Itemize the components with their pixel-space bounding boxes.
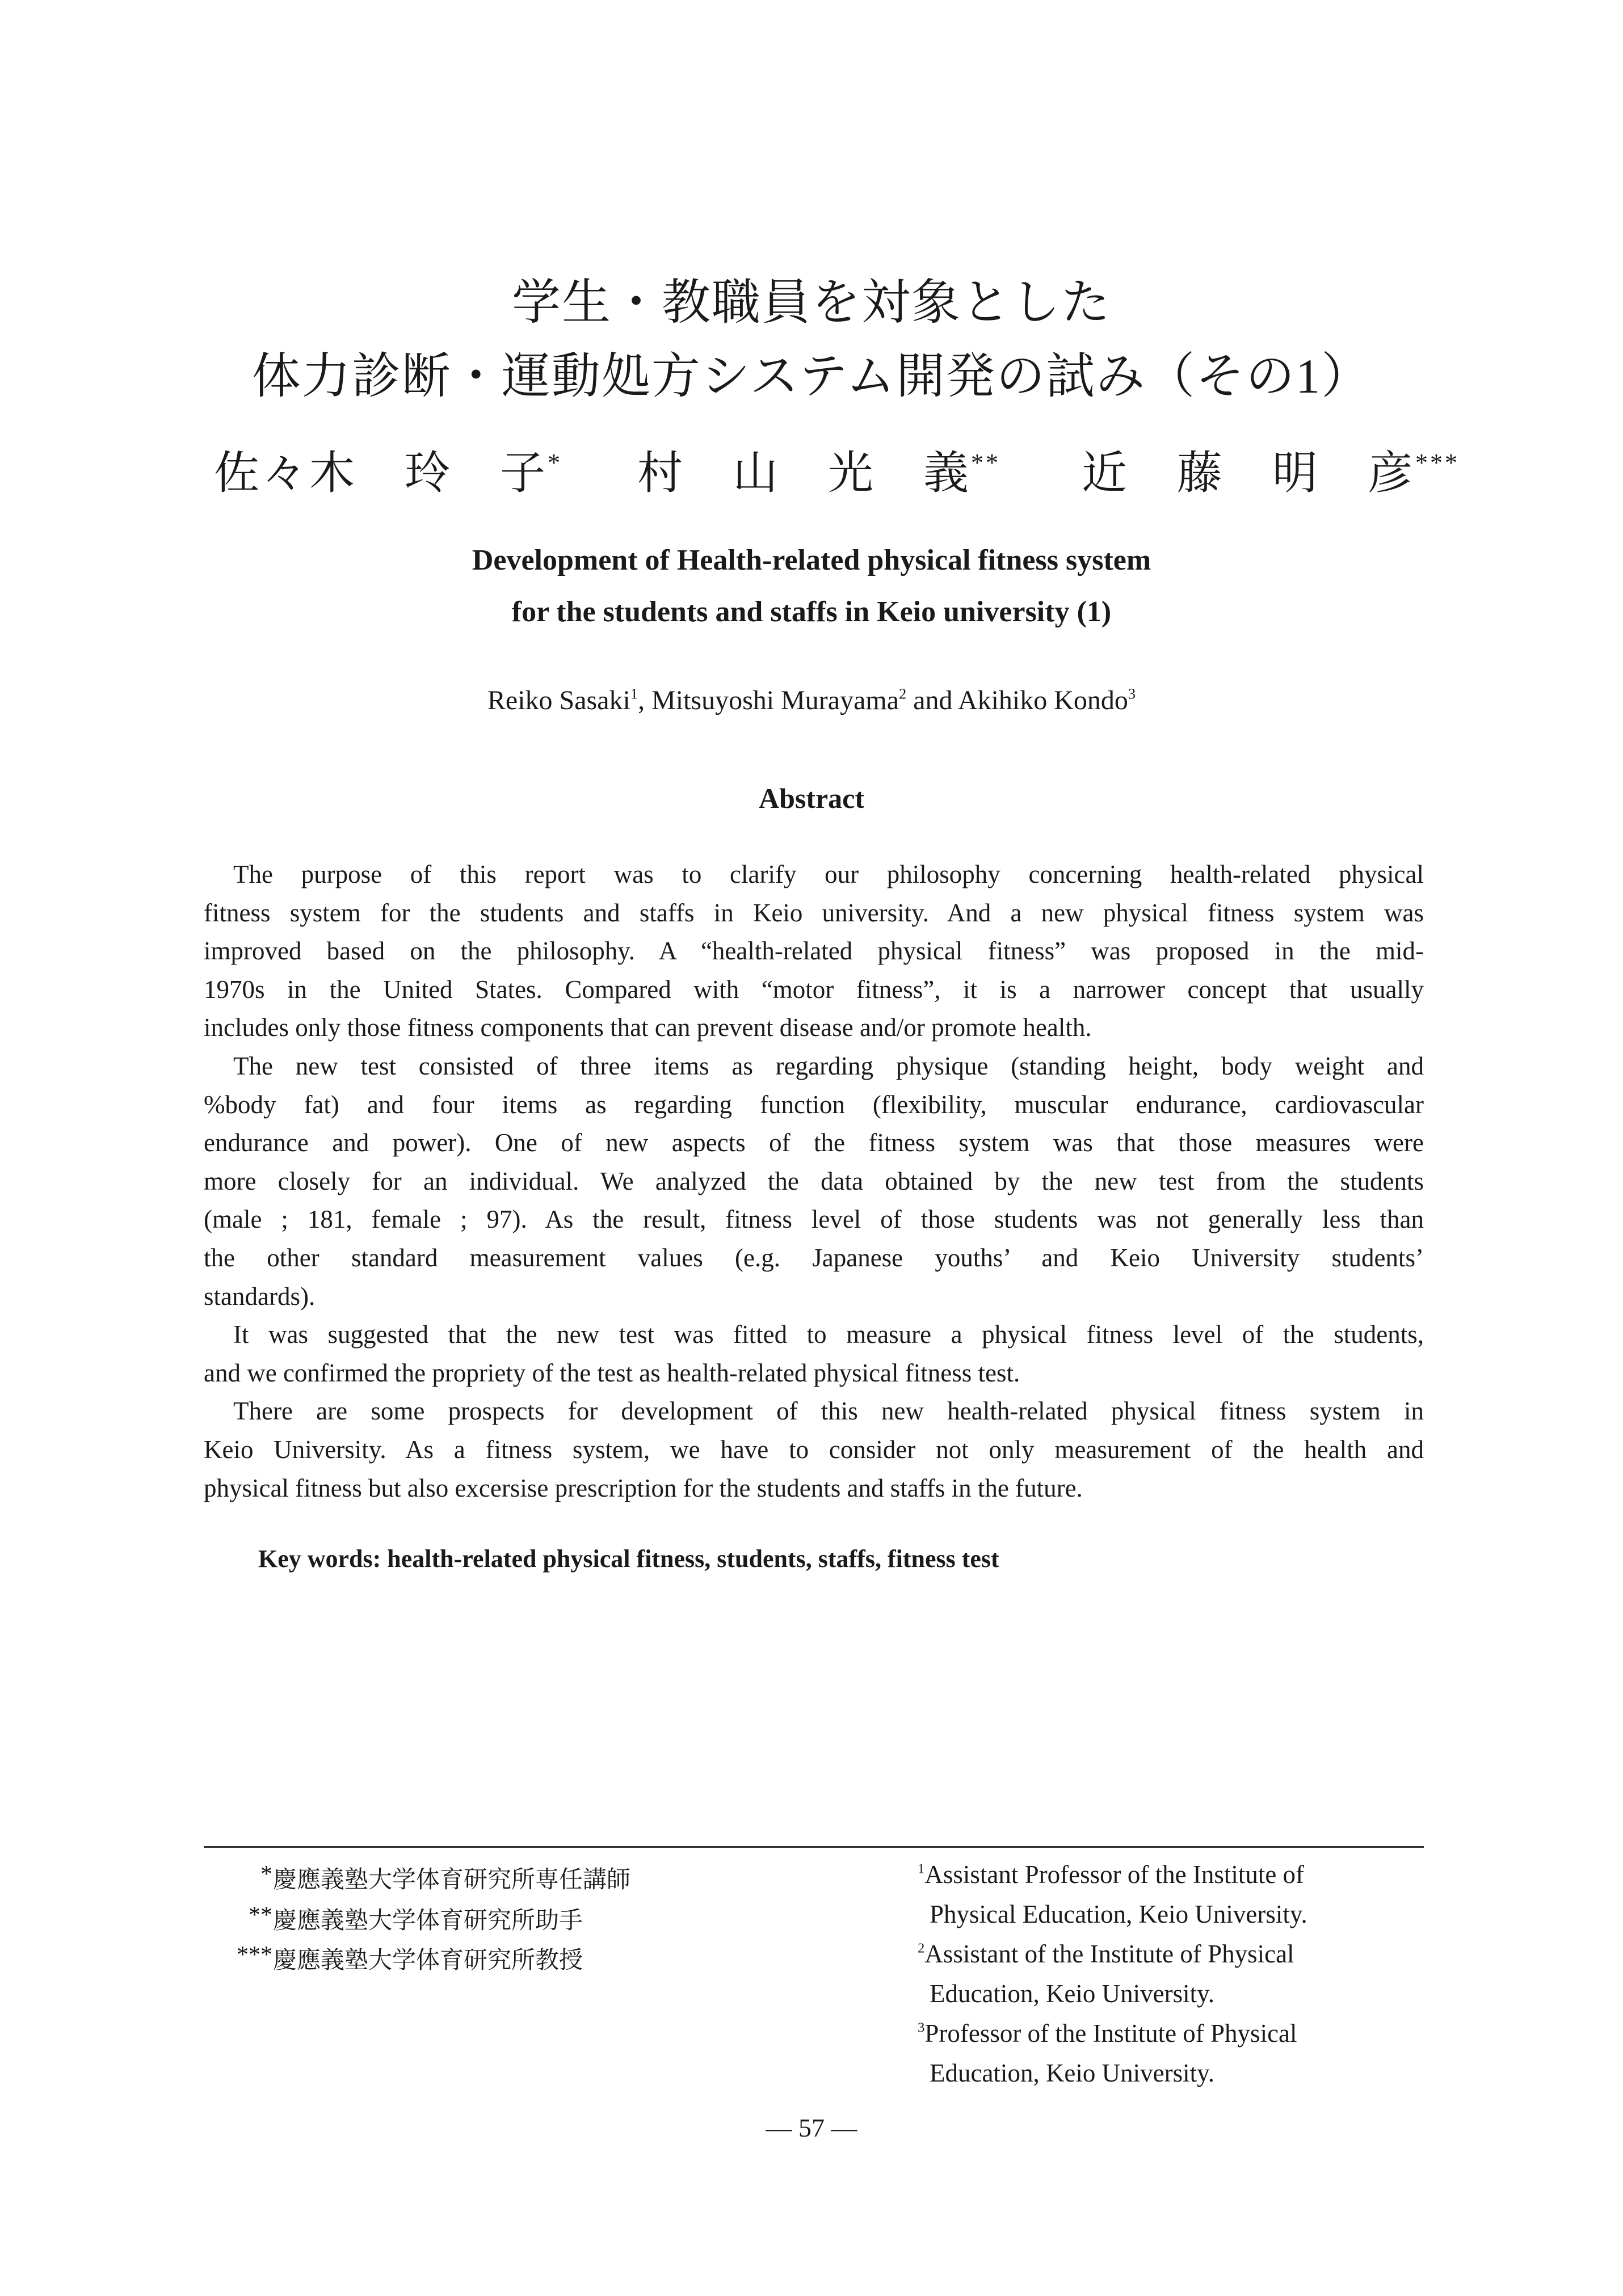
footnote-en-continued: Education, Keio University. [930, 2059, 1214, 2087]
keywords: Key words: health-related physical fitness, students, staffs, fitness test [258, 1545, 999, 1573]
footnote-en [918, 1860, 1304, 1889]
abstract-line: endurance and power). One of new aspects of the fitness system was that those measures were [204, 1128, 1424, 1157]
footnote-en [918, 1939, 1294, 1969]
footnote-number: 3 [918, 2020, 925, 2036]
affiliation-number: 2 [899, 685, 907, 702]
abstract-line: physical fitness but also excersise prescription for the students and staffs in the future. [204, 1473, 1083, 1502]
separator: , [638, 685, 652, 715]
abstract-line: and we confirmed the propriety of the test as health-related physical fitness test. [204, 1358, 1020, 1387]
footnote-en-continued: Physical Education, Keio University. [930, 1900, 1307, 1928]
abstract-line: includes only those fitness components that can prevent disease and/or promote health. [204, 1013, 1092, 1042]
japanese-author-1 [214, 448, 562, 499]
footnote-divider [204, 1846, 1424, 1848]
author-name: 佐々木 玲 子 [214, 449, 548, 499]
abstract-heading: Abstract [758, 782, 865, 814]
affiliation-mark: ** [971, 449, 1000, 477]
abstract-line: It was suggested that the new test was fitted to measure a physical fitness level of the students, [233, 1320, 1424, 1349]
affiliation-mark: *** [1415, 449, 1460, 477]
footnote-jp: 慶應義塾大学体育研究所助手 [273, 1908, 583, 1934]
footnote-en-continued: Education, Keio University. [930, 1979, 1214, 2008]
author-name: 村 山 光 義 [637, 449, 971, 499]
japanese-author-2 [637, 448, 1000, 499]
footnote-mark: * [260, 1861, 272, 1888]
abstract-line: The purpose of this report was to clarify our philosophy concerning health-related physical [233, 860, 1424, 888]
footnote-number: 2 [918, 1940, 925, 1956]
abstract-line: 1970s in the United States. Compared with “motor fitness”, it is a narrower concept that usually [204, 975, 1424, 1004]
english-title-line-2: for the students and staffs in Keio university (1) [511, 596, 1112, 628]
author-name: Akihiko Kondo [957, 685, 1128, 715]
footnote-text: Assistant Professor of the Institute of [924, 1860, 1305, 1889]
abstract-body [204, 856, 1424, 1507]
author-name: 近 藤 明 彦 [1082, 449, 1415, 499]
abstract-line: improved based on the philosophy. A “health-related physical fitness” was proposed in the mid- [204, 937, 1424, 966]
footnote-number: 1 [918, 1861, 925, 1877]
footnote-mark: ** [249, 1902, 272, 1928]
footnote-en [918, 2019, 1297, 2048]
footnote-jp: 慶應義塾大学体育研究所専任講師 [273, 1867, 631, 1893]
abstract-line: the other standard measurement values (e.g. Japanese youths’ and Keio University students’ [204, 1243, 1424, 1272]
affiliation-mark: * [548, 449, 562, 477]
author-name: Reiko Sasaki [487, 685, 630, 715]
affiliation-number: 1 [630, 685, 638, 702]
abstract-line: more closely for an individual. We analyzed the data obtained by the new test from the students [204, 1166, 1424, 1195]
author-name: Mitsuyoshi Murayama [651, 685, 899, 715]
abstract-line: There are some prospects for development of this new health-related physical fitness system in [233, 1397, 1424, 1426]
abstract-line: standards). [204, 1282, 316, 1311]
abstract-line: Keio University. As a fitness system, we have to consider not only measurement of the health and [204, 1435, 1424, 1464]
japanese-title-line-1: 学生・教職員を対象とした [512, 275, 1111, 330]
footnote-text: Professor of the Institute of Physical [924, 2019, 1297, 2048]
abstract-line: The new test consisted of three items as regarding physique (standing height, body weight and [233, 1051, 1424, 1080]
japanese-title-line-2: 体力診断・運動処方システム開発の試み（その1） [251, 349, 1372, 403]
abstract-line: (male ; 181, female ; 97). As the result, fitness level of those students was not generally less than [204, 1205, 1424, 1234]
separator: and [906, 685, 958, 715]
footnote-mark: *** [237, 1942, 272, 1968]
footnote-jp: 慶應義塾大学体育研究所教授 [273, 1948, 583, 1974]
english-title-line-1: Development of Health-related physical fitness system [472, 544, 1151, 576]
abstract-line: fitness system for the students and staffs in Keio university. And a new physical fitness system was [204, 898, 1424, 927]
affiliation-number: 3 [1128, 685, 1136, 702]
english-authors [0, 684, 1623, 718]
page-number: — 57 — [766, 2113, 857, 2142]
footnote-text: Assistant of the Institute of Physical [924, 1940, 1294, 1968]
japanese-author-3 [1082, 448, 1460, 499]
abstract-line: %body fat) and four items as regarding function (flexibility, muscular endurance, cardiovascular [204, 1090, 1424, 1119]
